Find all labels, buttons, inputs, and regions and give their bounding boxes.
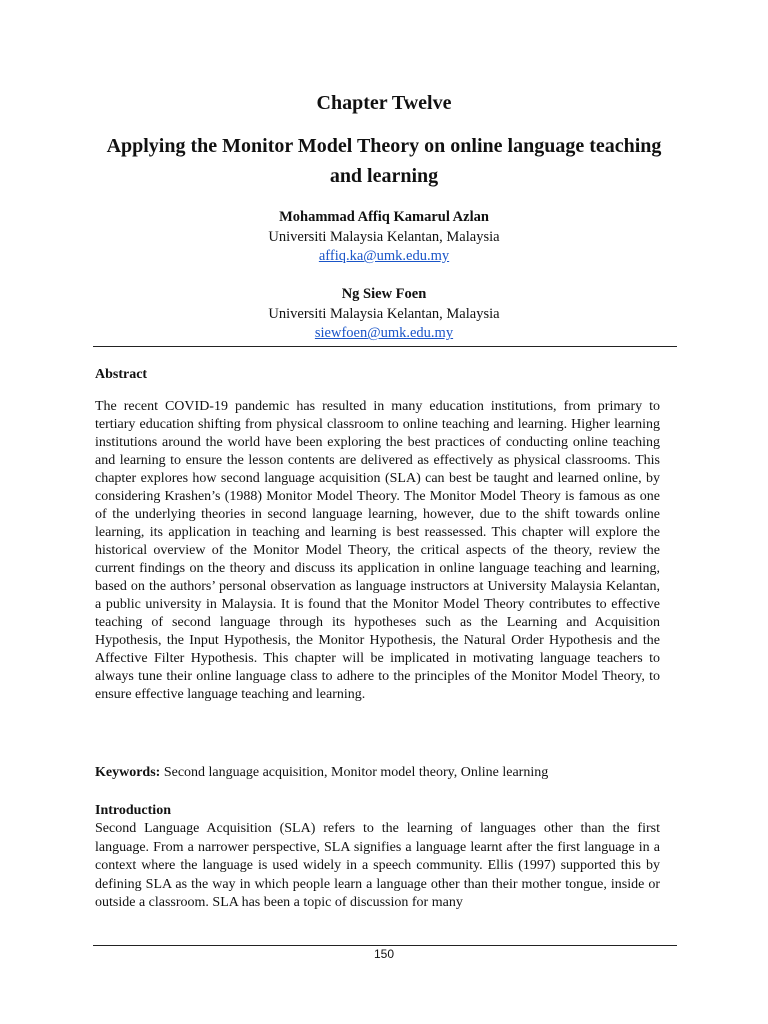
- author-affiliation: Universiti Malaysia Kelantan, Malaysia: [268, 228, 500, 245]
- chapter-label: Chapter Twelve: [316, 92, 452, 114]
- keywords-line: [95, 764, 660, 782]
- chapter-title: Applying the Monitor Model Theory on online language teaching and learning: [106, 135, 662, 187]
- abstract-heading: Abstract: [95, 367, 148, 382]
- author-block-1: [0, 208, 768, 267]
- author-name: Ng Siew Foen: [341, 286, 427, 302]
- keywords-label: Keywords:: [95, 765, 161, 780]
- keywords-text: Second language acquisition, Monitor model theory, Online learning: [160, 765, 549, 780]
- author-name: Mohammad Affiq Kamarul Azlan: [279, 209, 489, 225]
- header-divider: [93, 346, 677, 347]
- author-block-2: [0, 285, 768, 344]
- introduction-body: Second Language Acquisition (SLA) refers to the learning of languages other than the first language. From a narrower perspective, SLA signifies a language learnt after the first language in a context where the language is used widely in a speech community. Ellis (1997) supported this by defining SLA as the way in which people learn a language other than their mother tongue, inside or outside a classroom. SLA has been a topic of discussion for many: [95, 821, 660, 910]
- author-affiliation: Universiti Malaysia Kelantan, Malaysia: [268, 305, 500, 322]
- page-number: 150: [373, 947, 395, 961]
- abstract-body: The recent COVID-19 pandemic has resulted in many education institutions, from primary to tertiary education shifting from physical classroom to online teaching and learning. Higher learning institutions around the world have been exploring the best practices of conducting online teaching and learning to ensure the lesson contents are delivered as effectively as physical classrooms. This chapter explores how second language acquisition (SLA) can best be taught and learned online, by considering Krashen’s (1988) Monitor Model Theory. The Monitor Model Theory is famous as one of the underlying theories in second language learning, however, due to the shift towards online learning, its application in teaching and learning is best reassessed. This chapter will explore the historical overview of the Monitor Model Theory, the critical aspects of the theory, review the current findings on the theory and discuss its application in online language teaching and learning, based on the authors’ personal observation as language instructors at University Malaysia Kelantan, a public university in Malaysia. It is found that the Monitor Model Theory contributes to effective teaching of second language through its hypotheses such as the Learning and Acquisition Hypothesis, the Input Hypothesis, the Monitor Hypothesis, the Natural Order Hypothesis and the Affective Filter Hypothesis. This chapter will be implicated in motivating language teachers to always tune their online language class to adhere to the principles of the Monitor Model Theory, to ensure effective language teaching and learning.: [95, 399, 660, 702]
- author-email-link[interactable]: siewfoen@umk.edu.my: [314, 325, 454, 341]
- author-email-link[interactable]: affiq.ka@umk.edu.my: [318, 248, 450, 264]
- introduction-heading: Introduction: [95, 803, 171, 818]
